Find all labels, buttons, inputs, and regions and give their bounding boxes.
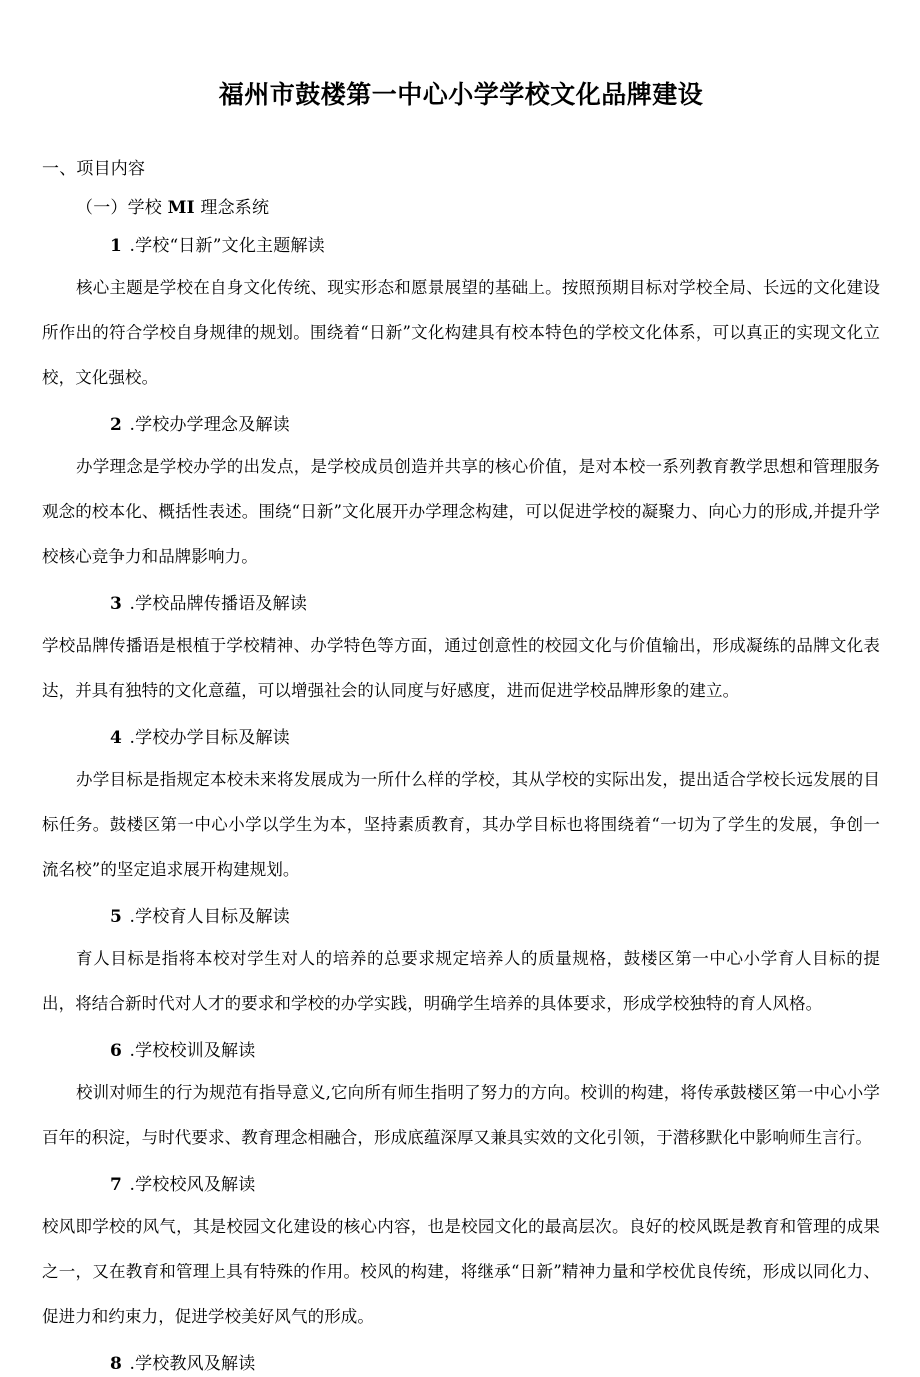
subsection-prefix: （一）学校 — [76, 198, 168, 218]
item-separator-7: . — [123, 1175, 136, 1195]
item-heading-6 — [42, 1026, 880, 1064]
item-separator-8: . — [123, 1354, 136, 1374]
item-number-2: 2 — [110, 415, 124, 435]
subsection-suffix: 理念系统 — [194, 198, 270, 218]
item-heading-8 — [42, 1339, 880, 1377]
item-body-6: 校训对师生的行为规范有指导意义,它向所有师生指明了努力的方向。校训的构建，将传承鼓楼区第一中心小学百年的积淀，与时代要求、教育理念相融合，形成底蕴深厚又兼具实效的文化引领，于潜移默化中影响师生言行。 — [42, 1083, 880, 1147]
item-separator-6: . — [123, 1041, 136, 1061]
item-separator-1: . — [123, 236, 136, 256]
document-content — [42, 0, 880, 1377]
item-title-2: 学校办学理念及解读 — [135, 415, 290, 435]
item-separator-2: . — [123, 415, 136, 435]
item-body-1: 核心主题是学校在自身文化传统、现实形态和愿景展望的基础上。按照预期目标对学校全局、长远的文化建设所作出的符合学校自身规律的规划。围绕着“日新”文化构建具有校本特色的学校文化体系，可以真正的实现文化立校，文化强校。 — [42, 278, 880, 387]
subsection-heading — [42, 182, 880, 221]
section-heading-1: 一、项目内容 — [42, 159, 146, 179]
item-heading-3 — [42, 579, 880, 617]
item-number-7: 7 — [110, 1175, 124, 1195]
item-separator-4: . — [123, 728, 136, 748]
item-body-4: 办学目标是指规定本校未来将发展成为一所什么样的学校，其从学校的实际出发，提出适合学校长远发展的目标任务。鼓楼区第一中心小学以学生为本，坚持素质教育，其办学目标也将围绕着“一切为了学生的发展，争创一流名校”的坚定追求展开构建规划。 — [42, 770, 880, 879]
item-title-3: 学校品牌传播语及解读 — [135, 594, 308, 614]
item-body-7: 校风即学校的风气，其是校园文化建设的核心内容，也是校园文化的最高层次。良好的校风既是教育和管理的成果之一，又在教育和管理上具有特殊的作用。校风的构建，将继承“日新”精神力量和学校优良传统，形成以同化力、促进力和约束力，促进学校美好风气的形成。 — [42, 1217, 880, 1326]
item-number-8: 8 — [110, 1354, 124, 1374]
item-title-8: 学校教风及解读 — [135, 1354, 256, 1374]
item-body-5: 育人目标是指将本校对学生对人的培养的总要求规定培养人的质量规格，鼓楼区第一中心小学育人目标的提出，将结合新时代对人才的要求和学校的办学实践，明确学生培养的具体要求，形成学校独特的育人风格。 — [42, 949, 880, 1013]
item-number-6: 6 — [110, 1041, 124, 1061]
item-heading-1 — [42, 221, 880, 259]
item-heading-5 — [42, 892, 880, 930]
item-title-1: 学校“日新”文化主题解读 — [135, 236, 325, 256]
item-body-2: 办学理念是学校办学的出发点，是学校成员创造并共享的核心价值，是对本校一系列教育教学思想和管理服务观念的校本化、概括性表述。围绕“日新”文化展开办学理念构建，可以促进学校的凝聚力、向心力的形成,并提升学校核心竞争力和品牌影响力。 — [42, 457, 880, 566]
item-separator-5: . — [123, 907, 136, 927]
item-title-7: 学校校风及解读 — [135, 1175, 256, 1195]
item-title-6: 学校校训及解读 — [135, 1041, 256, 1061]
item-number-1: 1 — [110, 236, 124, 256]
item-heading-7 — [42, 1160, 880, 1198]
subsection-keyword: MI — [167, 198, 195, 218]
item-heading-4 — [42, 713, 880, 751]
item-number-5: 5 — [110, 907, 124, 927]
item-number-4: 4 — [110, 728, 124, 748]
item-title-5: 学校育人目标及解读 — [135, 907, 290, 927]
item-number-3: 3 — [110, 594, 124, 614]
item-body-3: 学校品牌传播语是根植于学校精神、办学特色等方面，通过创意性的校园文化与价值输出，形成凝练的品牌文化表达，并具有独特的文化意蕴，可以增强社会的认同度与好感度，进而促进学校品牌形象的建立。 — [42, 636, 880, 700]
item-title-4: 学校办学目标及解读 — [135, 728, 290, 748]
item-heading-2 — [42, 400, 880, 438]
item-separator-3: . — [123, 594, 136, 614]
page-title: 福州市鼓楼第一中心小学学校文化品牌建设 — [218, 80, 704, 109]
